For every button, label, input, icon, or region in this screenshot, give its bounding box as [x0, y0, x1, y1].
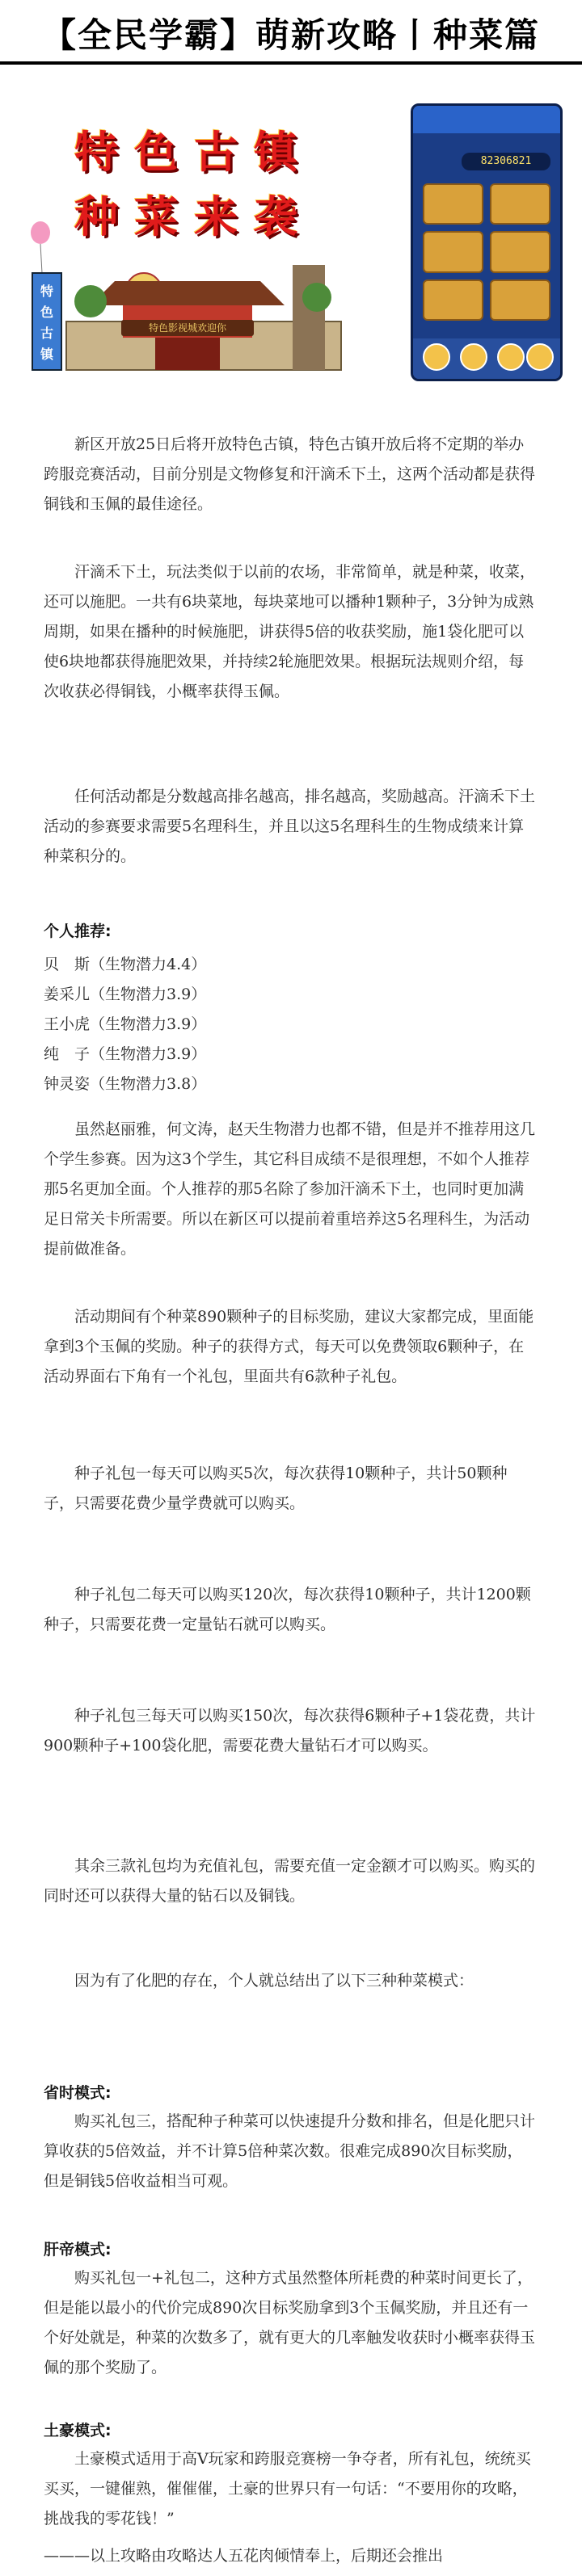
farm-plot	[423, 183, 483, 225]
game-button-icon	[423, 343, 450, 371]
paragraph-recharge-packs: 其余三款礼包均为充值礼包，需要充值一定金额才可以购买。购买的同时还可以获得大量的钻石以及铜钱。	[44, 1857, 536, 1905]
page-title: 【全民学霸】萌新攻略丨种菜篇	[0, 6, 582, 60]
mode-grinder-text: 购买礼包一+礼包二，这种方式虽然整体所耗费的种菜时间更长了，但是能以最小的代价完成890次目标奖励拿到3个玉佩奖励，并且还有一个好处就是，种菜的次数多了，就有更大的几率触发收获时小概率获得玉佩的那个奖励了。	[44, 2269, 536, 2376]
list-item: 姜采儿（生物潜力3.9）	[44, 985, 207, 1003]
paragraph-seed-pack-1: 种子礼包一每天可以购买5次，每次获得10颗种子，共计50颗种子，只需要花费少量学费就可以购买。	[44, 1464, 508, 1512]
game-screenshot	[411, 103, 563, 381]
ancient-town-illustration	[18, 103, 357, 376]
paragraph-seed-pack-3: 种子礼包三每天可以购买150次，每次获得6颗种子+1袋花费，共计900颗种子+100袋化肥，需要花费大量钻石才可以购买。	[44, 1707, 536, 1754]
paragraph-gameplay: 汗滴禾下土，玩法类似于以前的农场，非常简单，就是种菜，收菜，还可以施肥。一共有6块菜地，每块菜地可以播种1颗种子，3分钟为成熟周期，如果在播种的时候施肥，讲获得5倍的收获奖励，施1袋化肥可以使6块地都获得施肥效果，并持续2轮施肥效果。根据玩法规则介绍，每次收获必得铜钱，小概率获得玉佩。	[44, 563, 536, 700]
gate-plaque-text: 特色影视城欢迎你	[148, 322, 226, 334]
game-button-icon	[497, 343, 525, 371]
paragraph-seed-target: 活动期间有个种菜890颗种子的目标奖励，建议大家都完成，里面能拿到3个玉佩的奖励。种子的获得方式，每天可以免费领取6颗种子，在活动界面右下角有一个礼包，里面共有6款种子礼包。	[44, 1308, 534, 1385]
paragraph-modes-intro: 因为有了化肥的存在，个人就总结出了以下三种种菜模式：	[74, 1972, 474, 1990]
farm-plots	[423, 183, 550, 321]
list-item: 纯 子（生物潜力3.9）	[44, 1045, 207, 1063]
game-bottom-bar	[413, 338, 560, 379]
sign-text: 特色古镇	[40, 284, 53, 362]
paragraph-intro: 新区开放25日后将开放特色古镇，特色古镇开放后将不定期的举办跨服竞赛活动，目前分别是文物修复和汗滴禾下土，这两个活动都是获得铜钱和玉佩的最佳途径。	[44, 435, 536, 513]
farm-plot	[490, 279, 550, 321]
list-item: 王小虎（生物潜力3.9）	[44, 1015, 207, 1033]
paragraph-ranking: 任何活动都是分数越高排名越高，排名越高，奖励越高。汗滴禾下土活动的参赛要求需要5名理科生，并且以这5名理科生的生物成绩来计算种菜积分的。	[44, 788, 536, 865]
hero-title-line1: 特色古镇	[74, 127, 314, 178]
recommend-list	[44, 950, 206, 1099]
game-button-icon	[526, 343, 554, 371]
game-stat-value: 82306821	[462, 153, 550, 170]
game-top-bar	[413, 106, 560, 133]
farm-plot	[423, 231, 483, 272]
mode-time-saving-text: 购买礼包三，搭配种子种菜可以快速提升分数和排名，但是化肥只计算收获的5倍效益，并不计算5倍种菜次数。很难完成890次目标奖励，但是铜钱5倍收益相当可观。	[44, 2112, 536, 2190]
paragraph-seed-pack-2: 种子礼包二每天可以购买120次，每次获得10颗种子，共计1200颗种子，只需要花费一定量钻石就可以购买。	[44, 1586, 531, 1633]
farm-plot	[490, 183, 550, 225]
farm-plot	[490, 231, 550, 272]
recommend-label: 个人推荐:	[44, 922, 112, 940]
mode-grinder-label: 肝帝模式:	[44, 2241, 112, 2259]
mode-whale-text: 土豪模式适用于高V玩家和跨服竞赛榜一争夺者，所有礼包，统统买买买，一键催熟，催催催，土豪的世界只有一句话：“不要用你的攻略，挑战我的零花钱！”	[44, 2450, 531, 2528]
mode-whale-label: 土豪模式:	[44, 2422, 112, 2439]
list-item: 钟灵姿（生物潜力3.8）	[44, 1075, 207, 1093]
game-button-icon	[460, 343, 487, 371]
hero-title-line2: 种菜来袭	[74, 191, 314, 242]
paragraph-other-students: 虽然赵丽雅，何文涛，赵天生物潜力也都不错，但是并不推荐用这几个学生参赛。因为这3个学生，其它科目成绩不是很理想，不如个人推荐那5名更加全面。个人推荐的那5名除了参加汗滴禾下土，也同时更加满足日常关卡所需要。所以在新区可以提前着重培养这5名理科生，为活动提前做准备。	[44, 1120, 536, 1258]
list-item: 贝 斯（生物潜力4.4）	[44, 956, 207, 973]
farm-plot	[423, 279, 483, 321]
mode-time-saving-label: 省时模式:	[44, 2084, 112, 2102]
footer-credit: ———以上攻略由攻略达人五花肉倾情奉上，后期还会推出	[44, 2547, 444, 2565]
